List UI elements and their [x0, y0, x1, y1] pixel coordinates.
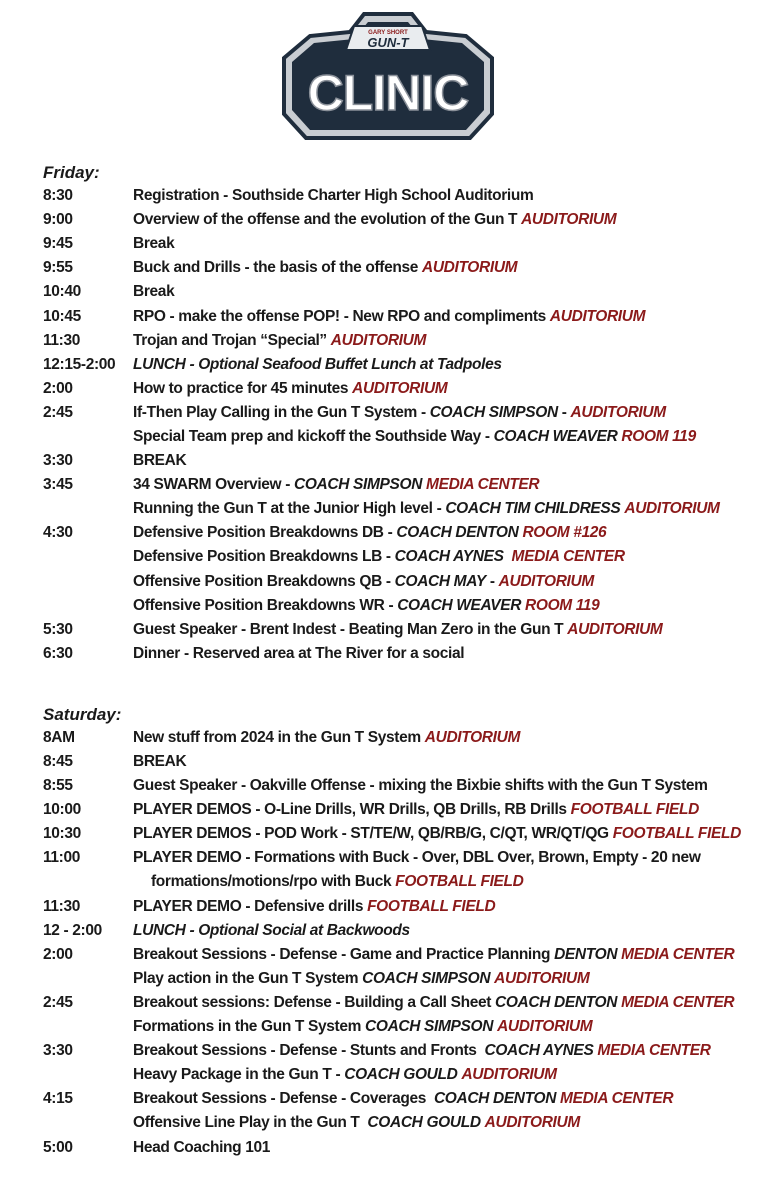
- session-text: BREAK: [133, 753, 187, 771]
- session-text: [504, 548, 512, 565]
- session-description: [133, 476, 539, 494]
- session-text: Registration - Southside Charter High School Auditorium: [133, 187, 534, 205]
- session-location: AUDITORIUM: [484, 1114, 580, 1132]
- session-time: 3:30: [43, 452, 73, 470]
- session-description: [133, 970, 589, 988]
- session-text: Guest Speaker - Oakville Offense - mixing the Bixbie shifts with the Gun T System: [133, 777, 708, 795]
- session-text: Breakout Sessions - Defense - Stunts and Fronts: [133, 1042, 485, 1060]
- gun-t-clinic-logo: [270, 6, 506, 152]
- session-text: How to practice for 45 minutes: [133, 379, 353, 397]
- session-description: [133, 994, 734, 1012]
- day-heading: Saturday:: [43, 704, 122, 724]
- session-presenter: COACH SIMPSON: [429, 403, 558, 421]
- session-presenter: COACH DENTON: [495, 993, 618, 1011]
- session-description: [133, 922, 410, 940]
- session-location: AUDITORIUM: [421, 259, 518, 277]
- session-location: ROOM 119: [621, 427, 696, 445]
- session-text: RPO - make the offense POP! - New RPO and compliments: [133, 307, 550, 325]
- session-presenter: COACH SIMPSON: [293, 476, 423, 494]
- session-time: 5:30: [43, 620, 73, 638]
- session-time: 2:00: [43, 379, 73, 397]
- session-time: 12 - 2:00: [43, 921, 102, 939]
- session-time: 2:00: [43, 945, 73, 963]
- schedule-row: [43, 870, 763, 894]
- session-description: [133, 777, 708, 795]
- logo-brand-small: GARY SHORT: [368, 30, 408, 36]
- session-description: [133, 946, 734, 964]
- schedule-row: [43, 1039, 763, 1063]
- schedule-row: [43, 618, 763, 642]
- session-time: 8AM: [43, 728, 75, 746]
- session-text: Defensive Position Breakdowns LB -: [133, 548, 395, 566]
- schedule-row: [43, 846, 763, 870]
- session-description: [133, 187, 533, 205]
- schedule-row: [43, 1135, 763, 1159]
- session-location: AUDITORIUM: [624, 500, 720, 518]
- session-description: [133, 211, 616, 229]
- session-text: -: [485, 572, 499, 590]
- session-description: [133, 356, 502, 374]
- session-time: 6:30: [43, 644, 73, 662]
- schedule-row: [43, 798, 763, 822]
- session-presenter: COACH DENTON: [396, 524, 519, 542]
- schedule-row: [43, 642, 763, 666]
- session-description: [133, 332, 426, 350]
- session-description: [133, 452, 186, 470]
- session-text: Dinner - Reserved area at The River for a social: [133, 644, 465, 662]
- session-description: [133, 380, 447, 398]
- session-presenter: COACH AYNES: [394, 548, 504, 566]
- schedule-row: [43, 967, 763, 991]
- session-text: Guest Speaker - Brent Indest - Beating Man Zero in the Gun T: [133, 620, 568, 638]
- session-text: Trojan and Trojan “Special”: [133, 331, 331, 349]
- schedule-row: [43, 1063, 763, 1087]
- session-description: [133, 1090, 673, 1108]
- schedule-row: [43, 208, 763, 232]
- session-text: Break: [133, 283, 175, 301]
- session-presenter: LUNCH: [133, 355, 186, 373]
- session-description: [133, 898, 495, 916]
- session-text: Offensive Line Play in the Gun T: [133, 1114, 368, 1132]
- session-presenter: COACH SIMPSON: [362, 969, 491, 987]
- schedule-row: [43, 521, 763, 545]
- session-time: 3:30: [43, 1042, 73, 1060]
- session-description: [133, 500, 720, 518]
- session-text: BREAK: [133, 452, 187, 470]
- session-time: 5:00: [43, 1138, 73, 1156]
- session-text: Head Coaching 101: [133, 1138, 271, 1156]
- session-time: 9:55: [43, 259, 73, 277]
- session-text: Breakout Sessions - Defense - Coverages: [133, 1090, 434, 1108]
- session-text: -: [557, 403, 571, 421]
- schedule-row: [43, 425, 763, 449]
- session-location: AUDITORIUM: [352, 379, 448, 397]
- session-description: [133, 235, 174, 253]
- session-description: [133, 801, 699, 819]
- schedule-row: [43, 377, 763, 401]
- session-description: [133, 825, 741, 843]
- session-time: 2:45: [43, 403, 73, 421]
- session-text: PLAYER DEMO - Defensive drills: [133, 897, 368, 915]
- schedule-row: [43, 449, 763, 473]
- schedule-row: [43, 545, 763, 569]
- session-text: Play action in the Gun T System: [133, 969, 363, 987]
- session-location: MEDIA CENTER: [621, 945, 735, 963]
- session-text: Breakout Sessions - Defense - Game and Practice Planning: [133, 945, 555, 963]
- logo-brand: GUN-T: [367, 35, 409, 50]
- session-text: Buck and Drills - the basis of the offense: [133, 259, 422, 277]
- session-description: [133, 524, 606, 542]
- session-time: 11:00: [43, 849, 81, 867]
- schedule-row: [43, 401, 763, 425]
- session-time: 12:15-2:00: [43, 355, 116, 373]
- schedule-row: [43, 329, 763, 353]
- session-description: [133, 259, 517, 277]
- session-location: MEDIA CENTER: [621, 993, 735, 1011]
- session-presenter: DENTON: [554, 945, 618, 963]
- session-text: Defensive Position Breakdowns DB -: [133, 524, 397, 542]
- session-location: MEDIA CENTER: [597, 1042, 711, 1060]
- session-description: [133, 597, 599, 615]
- session-location: AUDITORIUM: [497, 1018, 593, 1036]
- session-description: [133, 873, 524, 891]
- session-location: AUDITORIUM: [570, 403, 666, 421]
- session-text: Heavy Package in the Gun T -: [133, 1066, 345, 1084]
- session-description: [133, 1139, 270, 1157]
- session-text: 34 SWARM Overview -: [133, 476, 294, 494]
- session-location: AUDITORIUM: [498, 572, 594, 590]
- session-time: 11:30: [43, 331, 81, 349]
- session-text: Running the Gun T at the Junior High level -: [133, 500, 446, 518]
- session-text: PLAYER DEMOS - O-Line Drills, WR Drills, QB Drills, RB Drills: [133, 801, 571, 819]
- session-text: Breakout sessions: Defense - Building a Call Sheet: [133, 993, 495, 1011]
- session-presenter: COACH GOULD: [367, 1114, 481, 1132]
- session-location: AUDITORIUM: [567, 620, 663, 638]
- session-description: [133, 645, 464, 663]
- session-time: 10:00: [43, 801, 81, 819]
- session-description: [133, 1066, 557, 1084]
- session-description: [133, 849, 701, 867]
- schedule-row: [43, 304, 763, 328]
- session-location: FOOTBALL FIELD: [612, 825, 741, 843]
- session-description: [133, 548, 625, 566]
- schedule-row: [43, 232, 763, 256]
- session-description: [133, 428, 696, 446]
- schedule-row: [43, 750, 763, 774]
- session-time: 8:55: [43, 777, 73, 795]
- session-description: [133, 729, 520, 747]
- session-text: Overview of the offense and the evolution of the Gun T: [133, 211, 522, 229]
- session-location: FOOTBALL FIELD: [570, 801, 699, 819]
- session-time: 9:45: [43, 235, 73, 253]
- session-presenter: COACH GOULD: [344, 1066, 458, 1084]
- schedule-row: [43, 919, 763, 943]
- session-description: [133, 573, 594, 591]
- schedule-row: [43, 822, 763, 846]
- session-location: AUDITORIUM: [461, 1066, 557, 1084]
- session-time: 10:40: [43, 283, 81, 301]
- session-text: Break: [133, 235, 175, 253]
- session-location: MEDIA CENTER: [511, 548, 625, 566]
- schedule-row: [43, 991, 763, 1015]
- session-text: PLAYER DEMO - Formations with Buck - Over, DBL Over, Brown, Empty - 20 new: [133, 849, 701, 867]
- session-description: [133, 283, 174, 301]
- schedule: [43, 162, 763, 1160]
- session-presenter: LUNCH: [133, 921, 186, 939]
- session-presenter: - Optional Social at Backwoods: [185, 921, 410, 939]
- schedule-row: [43, 895, 763, 919]
- schedule-row: [43, 497, 763, 521]
- session-presenter: COACH WEAVER: [397, 596, 522, 614]
- session-presenter: COACH AYNES: [484, 1042, 594, 1060]
- session-location: FOOTBALL FIELD: [367, 897, 496, 915]
- session-text: PLAYER DEMOS - POD Work - ST/TE/W, QB/RB/G, C/QT, WR/QT/QG: [133, 825, 613, 843]
- session-time: 2:45: [43, 993, 73, 1011]
- session-presenter: COACH MAY: [394, 572, 486, 590]
- session-location: AUDITORIUM: [424, 728, 521, 746]
- schedule-row: [43, 256, 763, 280]
- session-location: MEDIA CENTER: [426, 476, 540, 494]
- session-description: [133, 404, 666, 422]
- session-location: AUDITORIUM: [549, 307, 646, 325]
- session-time: 4:15: [43, 1090, 73, 1108]
- session-time: 10:45: [43, 307, 81, 325]
- schedule-row: [43, 1111, 763, 1135]
- session-location: AUDITORIUM: [521, 211, 617, 229]
- schedule-row: [43, 353, 763, 377]
- session-presenter: COACH WEAVER: [493, 427, 618, 445]
- session-text: Offensive Position Breakdowns WR -: [133, 596, 398, 614]
- session-presenter: COACH TIM CHILDRESS: [445, 500, 621, 518]
- session-time: 10:30: [43, 825, 81, 843]
- session-time: 3:45: [43, 476, 73, 494]
- session-time: 4:30: [43, 524, 73, 542]
- session-location: ROOM #126: [522, 524, 607, 542]
- session-text: Offensive Position Breakdowns QB -: [133, 572, 395, 590]
- schedule-row: [43, 280, 763, 304]
- schedule-row: [43, 184, 763, 208]
- session-presenter: COACH DENTON: [433, 1090, 557, 1108]
- schedule-row: [43, 1015, 763, 1039]
- session-time: 9:00: [43, 211, 73, 229]
- session-time: 8:30: [43, 187, 73, 205]
- session-text: If-Then Play Calling in the Gun T System -: [133, 403, 430, 421]
- session-time: 8:45: [43, 753, 73, 771]
- session-location: AUDITORIUM: [330, 331, 427, 349]
- session-description: [133, 621, 663, 639]
- session-text: Formations in the Gun T System: [133, 1018, 366, 1036]
- schedule-row: [43, 774, 763, 798]
- session-location: FOOTBALL FIELD: [395, 873, 524, 891]
- session-description: [133, 1042, 711, 1060]
- session-location: AUDITORIUM: [494, 969, 590, 987]
- session-description: [133, 308, 645, 326]
- schedule-row: [43, 1087, 763, 1111]
- session-text: Special Team prep and kickoff the Southside Way -: [133, 427, 494, 445]
- day-gap: [43, 666, 763, 704]
- logo-title: CLINIC: [307, 65, 469, 121]
- session-presenter: COACH SIMPSON: [365, 1018, 494, 1036]
- schedule-row: [43, 570, 763, 594]
- schedule-row: [43, 594, 763, 618]
- schedule-row: [43, 943, 763, 967]
- session-text: formations/motions/rpo with Buck: [151, 873, 396, 891]
- session-description: [133, 1114, 580, 1132]
- session-time: 11:30: [43, 897, 81, 915]
- session-text: New stuff from 2024 in the Gun T System: [133, 728, 425, 746]
- session-presenter: - Optional Seafood Buffet Lunch at Tadpoles: [185, 355, 502, 373]
- session-location: ROOM 119: [525, 596, 600, 614]
- session-location: MEDIA CENTER: [560, 1090, 674, 1108]
- session-description: [133, 1018, 592, 1036]
- day-heading: Friday:: [43, 163, 100, 182]
- schedule-row: [43, 473, 763, 497]
- schedule-row: [43, 726, 763, 750]
- session-description: [133, 753, 186, 771]
